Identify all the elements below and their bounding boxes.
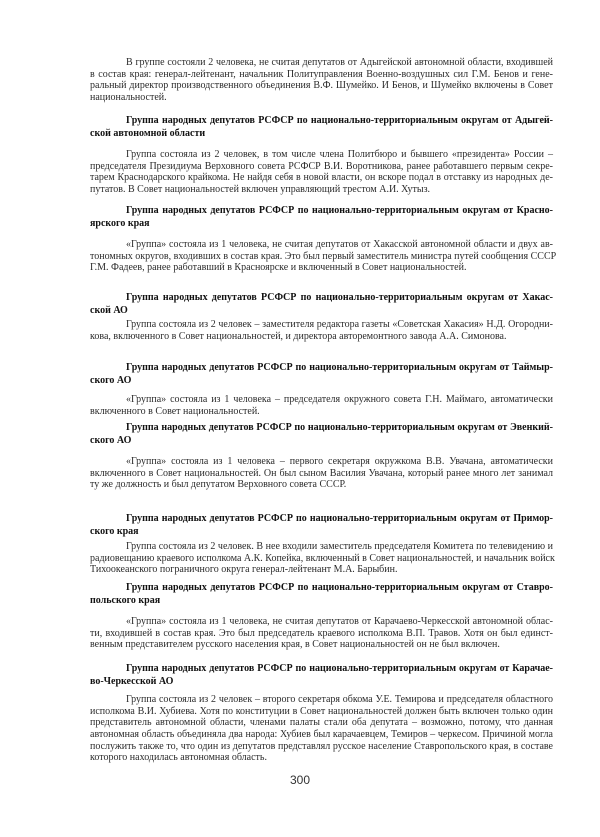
text-line: автономная область объединяла два народа: Хубиев был карачаевцем, Темиров – черкесом. Причиной могла [90, 729, 553, 741]
section-heading [90, 291, 553, 317]
text-line: Группа состояла из 2 человек. В нее входили заместитель председателя Комитета по телевидению и [126, 541, 553, 552]
text-line: «Группа» состояла из 1 человека, не считая депутатов от Карачаево-Черкесской автономной облас- [126, 616, 553, 627]
text-line: которого находилась автономная область. [90, 752, 267, 764]
page-number: 300 [289, 773, 311, 787]
text-line: Тихоокеанского пограничного округа генерал-лейтенант М.А. Барыбин. [90, 564, 398, 576]
text-line: «Группа» состояла из 1 человека – председателя окружного совета Г.Н. Маймаго, автоматически [126, 394, 553, 405]
text-line: Группа состояла из 2 человек – второго секретаря обкома У.Е. Темирова и председателя областного [126, 694, 553, 705]
text-line: Группа народных депутатов РСФСР по национально-территориальным округам от Адыгей- [126, 115, 553, 126]
text-line: ского АО [90, 435, 132, 446]
section-heading [90, 204, 553, 230]
text-line: польского края [90, 595, 161, 606]
section-heading [90, 512, 553, 538]
text-line: национальностей. [90, 92, 167, 104]
text-line: послужить также то, что один из депутатов представлял русское население Ставропольского края, в составе [90, 740, 553, 752]
text-line: «Группа» состояла из 1 человека – первого секретаря окружкома В.В. Увачана, автоматически [126, 456, 553, 467]
text-line: Группа народных депутатов РСФСР по национально-территориальным округам от Хакас- [126, 292, 553, 303]
text-line: «Группа» состояла из 1 человека, не считая депутатов от Хакасской автономной области и двух ав- [126, 239, 553, 250]
text-line: Группа народных депутатов РСФСР по национально-территориальным округам от Ставро- [126, 582, 553, 593]
text-line: В группе состояли 2 человека, не считая депутатов от Адыгейской автономной области, входившей [126, 57, 553, 68]
paragraph [90, 456, 553, 491]
paragraph [90, 319, 553, 342]
section-heading [90, 581, 553, 607]
text-line: исполкома В.И. Хубиева. Хотя по конституции в Совет национальностей должен быть включен только один [90, 705, 553, 717]
paragraph [90, 616, 553, 651]
text-line: ского края [90, 526, 139, 537]
paragraph [90, 694, 553, 764]
text-line: ти, входившей в состав края. Это был председатель краевого исполкома В.П. Травов. Хотя он был единст- [90, 627, 553, 639]
text-line: ярского края [90, 218, 150, 229]
text-line: ской АО [90, 305, 128, 316]
text-line: Группа народных депутатов РСФСР по национально-территориальным округам от Карачае- [126, 663, 553, 674]
text-line: Группа народных депутатов РСФСР по национально-территориальным округам от Красно- [126, 205, 553, 216]
paragraph [90, 541, 553, 576]
text-line: представитель автономной области, членами палаты стали оба депутата – возможно, потому, что данная [90, 717, 553, 729]
text-line: Г.М. Фадеев, ранее работавший в Красноярске и включенный в Совет национальностей. [90, 262, 467, 274]
section-heading [90, 662, 553, 688]
section-heading [90, 361, 553, 387]
text-line: включенного в Совет национальностей. Он был сыном Василия Увачана, который ранее много лет занимал [90, 467, 553, 479]
text-line: тономных округов, входивших в состав края. Это был первый заместитель министра путей сообщения СССР [90, 250, 557, 262]
text-line: кова, включенного в Совет национальностей, и директора авторемонтного завода А.А. Симонова. [90, 330, 507, 342]
text-line: венным представителем русского населения края, в Совет национальностей он не был включен. [90, 639, 500, 651]
text-line: путатов. В Совет национальностей включен управляющий трестом А.И. Хутыз. [90, 184, 431, 196]
text-line: Группа народных депутатов РСФСР по национально-территориальным округам от Эвенкий- [126, 422, 553, 433]
paragraph [90, 394, 553, 417]
paragraph [90, 57, 553, 104]
text-line: радиовещанию краевого исполкома А.К. Копейка, включенный в Совет национальностей, и начальник войск [90, 552, 555, 564]
text-line: тарем Краснодарского крайкома. Не найдя себя в новой власти, он вскоре подал в отставку из народных де- [90, 172, 553, 184]
text-line: включенного в Совет национальностей. [90, 405, 260, 417]
text-line: ского АО [90, 375, 132, 386]
text-line: председателя Президиума Верховного совета РСФСР В.И. Воротникова, ранее работавшего первым секре- [90, 160, 553, 172]
text-line: во-Черкесской АО [90, 676, 174, 687]
section-heading [90, 421, 553, 447]
text-line: Группа состояла из 2 человек – заместителя редактора газеты «Советская Хакасия» Н.Д. Огородни- [126, 319, 553, 330]
text-line: Группа состояла из 2 человек, в том числе члена Политбюро и бывшего «президента» России – [126, 149, 553, 160]
text-line: ральный директор производственного объединения В.Ф. Шумейко. И Бенов, и Шумейко включены в Совет [90, 80, 553, 92]
paragraph [90, 149, 553, 196]
paragraph [90, 239, 557, 274]
text-line: ту же должность и был депутатом Верховного совета СССР. [90, 479, 347, 491]
text-line: ской автономной области [90, 128, 206, 139]
section-heading [90, 114, 553, 140]
text-line: Группа народных депутатов РСФСР по национально-территориальным округам от Таймыр- [126, 362, 553, 373]
text-line: Группа народных депутатов РСФСР по национально-территориальным округам от Примор- [126, 513, 553, 524]
text-line: в состав края: генерал-лейтенант, начальник Политуправления Военно-воздушных сил Г.М. Бенов и гене- [90, 68, 553, 80]
